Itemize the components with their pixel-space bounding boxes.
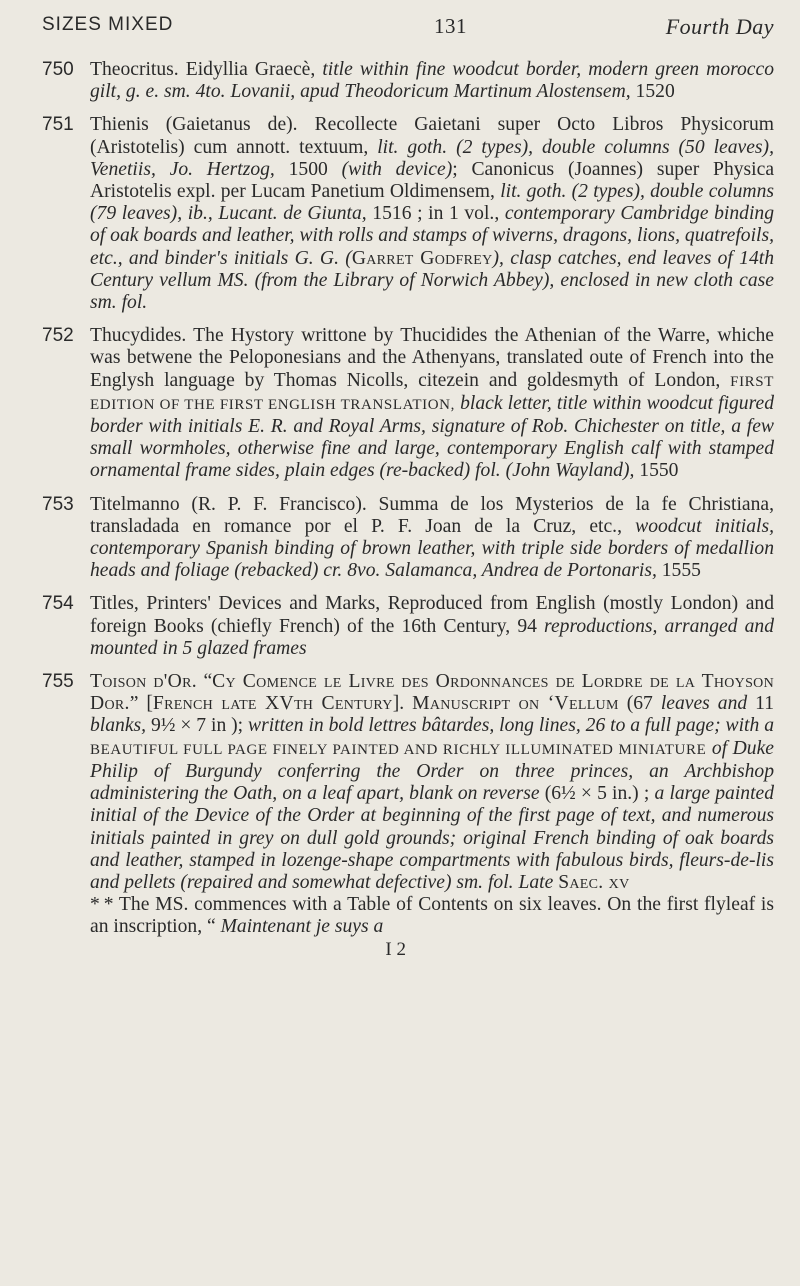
text-segment: blanks,	[90, 715, 147, 737]
text-segment: fol.	[475, 460, 501, 482]
text-segment: (with device)	[341, 158, 453, 180]
lot-number: 752	[42, 325, 74, 347]
lot-number: 751	[42, 114, 74, 136]
text-segment: Theocritus. Eidyllia Graecè,	[90, 59, 323, 80]
text-segment: Toison d'Or.	[90, 671, 197, 693]
text-segment: 9½ × 7 in );	[146, 715, 249, 737]
running-head	[42, 14, 774, 48]
lot-number: 753	[42, 493, 74, 515]
lot-description	[90, 114, 774, 314]
text-segment: 1516 ; in 1 vol.,	[366, 203, 505, 225]
lot-entry	[42, 671, 774, 938]
text-segment: Maintenant je suys a	[220, 916, 384, 938]
lot-number: 755	[42, 671, 74, 693]
lot-description	[90, 59, 774, 103]
lot-entry	[42, 114, 774, 314]
text-segment: of Duke Philip of Burgundy conferring the Order on three princes, an Archbishop administering the Oath, on a leaf apart, blank on reverse	[90, 737, 774, 805]
text-segment: BEAUTIFUL FULL PAGE FINELY PAINTED AND RICHLY ILLUMINATED MINIATURE	[90, 741, 707, 758]
lot-note	[90, 894, 774, 938]
sale-day: Fourth Day	[665, 14, 774, 39]
text-segment: woodcut initials, contemporary Spanish binding of brown leather, with triple side borders of medallion heads and foliage (rebacked)	[90, 515, 774, 582]
section-title: SIZES MIXED	[42, 14, 174, 35]
text-segment: Titelmanno (R. P. F. Francisco). Summa de los Mysterios de la fe Christiana, transladada en romance por el P. F. Joan de la Cruz, etc.,	[90, 493, 774, 537]
text-segment: (2 types), double columns (50 leaves), Venetiis, Jo. Hertzog,	[90, 136, 774, 180]
text-segment: Titles, Printers' Devices and Marks, Reproduced from English (mostly London) and foreign Books (chiefly French) of the 16th Century, 94	[90, 593, 774, 637]
text-segment: French late XVth Century	[152, 693, 393, 715]
text-segment: sm. fol.	[90, 292, 148, 314]
text-segment: cr. 8vo. Salamanca, Andrea de Portonaris,	[323, 560, 657, 582]
text-segment: leaves and	[660, 693, 748, 715]
text-segment	[447, 137, 456, 158]
text-segment: written in bold lettres bâtardes, long lines, 26 to a full page; with a	[248, 715, 774, 737]
text-segment: ” [	[129, 693, 153, 715]
text-segment: (John Wayland),	[505, 460, 635, 482]
text-segment: sm. 4to. Lovanii, apud Theodoricum Martinum Alostensem,	[164, 81, 631, 103]
text-segment: (6½ × 5 in.) ;	[539, 783, 655, 805]
text-segment: a large painted initial of the Device of the Order at beginning of the first page of text, and numerous initials painted in grey on dull gold grounds; original French binding of oak boards and leather, stamped in lozenge-shape compartments with fabulous birds, fleurs-de-lis and pellets (repaired and somewhat defective)	[90, 783, 775, 893]
lot-description	[90, 494, 774, 583]
text-segment: 1550	[634, 460, 679, 482]
text-segment: * * The MS. commences with a Table of Contents on six leaves. On the first flyleaf is an inscription, “	[90, 894, 774, 938]
lot-entry	[42, 593, 774, 660]
text-segment: Manuscript on ‘Vellum	[412, 693, 619, 715]
text-segment: 1500	[274, 158, 342, 180]
text-segment: contemporary Cambridge binding of oak boards and leather, with rolls and stamps of wiverns, dragons, lions, quatrefoils, etc., and binder's initials G. G. (	[90, 203, 774, 269]
text-segment: ].	[392, 693, 413, 715]
lot-list	[42, 59, 774, 939]
lot-description	[90, 593, 774, 660]
page-number: 131	[434, 14, 467, 38]
text-segment: sm. fol. Late	[456, 871, 559, 893]
text-segment: reproductions, arranged and mounted in 5 glazed frames	[90, 615, 774, 659]
text-segment: “	[196, 671, 213, 693]
lot-description	[90, 325, 774, 482]
lot-description	[90, 671, 774, 894]
text-segment: (67	[618, 693, 661, 715]
lot-number: 750	[42, 59, 74, 80]
text-segment: title within fine woodcut border, modern green morocco gilt, g. e.	[90, 59, 774, 103]
lot-entry	[42, 59, 774, 103]
signature-mark: I 2	[385, 938, 406, 960]
text-segment: 1555	[656, 560, 701, 582]
text-segment: black letter, title within woodcut figured border with initials E. R. and Royal Arms, signature of Rob. Chichester on title, a few small wormholes, otherwise fine and large, contemporary English calf with stamped ornamental frame sides, plain edges (re-backed)	[90, 392, 774, 482]
text-segment: Cy Comence le Livre des Ordonnances de Lordre de la Thoyson Dor.	[90, 671, 774, 715]
lot-number: 754	[42, 593, 74, 615]
text-segment: lit. goth. (2 types), double columns (79 leaves), ib., Lucant. de Giunta,	[90, 181, 774, 225]
text-segment: FIRST EDITION OF THE FIRST ENGLISH TRANSLATION,	[90, 373, 774, 413]
text-segment: Garret Godfrey	[351, 247, 493, 269]
text-segment: 11	[747, 693, 775, 715]
text-segment: 1520	[630, 81, 675, 103]
text-segment: Thienis (Gaietanus de). Recollecte Gaietani super Octo Libros Physicorum (Aristotelis) cum annott. textuum,	[90, 114, 774, 158]
text-segment: Thucydides. The Hystory writtone by Thucidides the Athenian of the Warre, whiche was betwene the Peloponesians and the Athenyans, translated oute of French into the Englysh language by Thomas Nicolls, citezein and goldesmyth of London,	[90, 325, 774, 391]
text-segment: lit. goth.	[377, 136, 448, 158]
text-segment: Saec. xv	[558, 871, 630, 893]
lot-entry	[42, 494, 774, 583]
text-segment: ; Canonicus (Joannes) super Physica Aristotelis expl. per Lucam Panetium Oldimensem,	[90, 158, 775, 203]
lot-entry	[42, 325, 774, 482]
text-segment: ), clasp catches, end leaves of 14th Century vellum MS. (from the Library of Norwich Abbey), enclosed in new cloth case	[90, 247, 774, 291]
